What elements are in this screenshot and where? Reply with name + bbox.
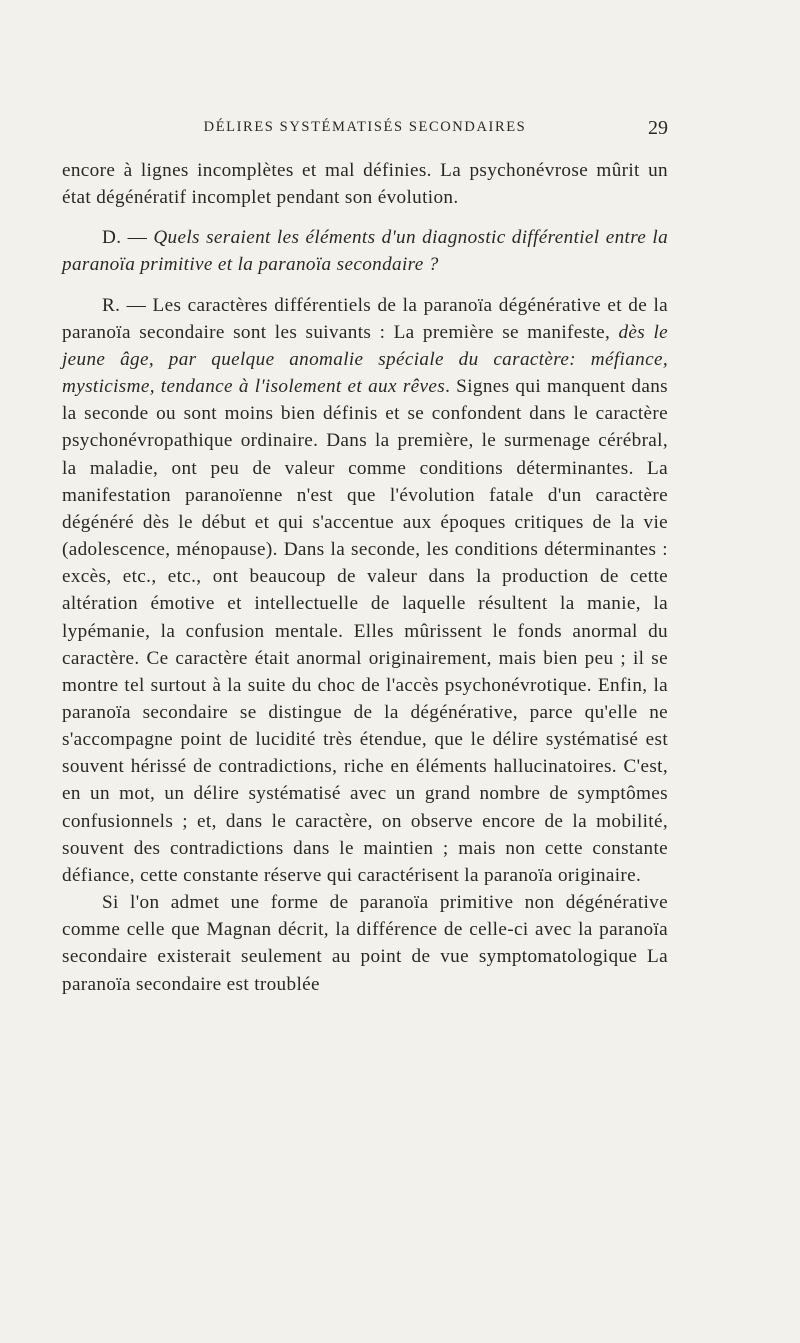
running-head <box>62 117 668 141</box>
page-number: 29 <box>648 117 668 139</box>
running-title: DÉLIRES SYSTÉMATISÉS SECONDAIRES <box>203 119 527 135</box>
answer-italic: dès le jeune âge, par quelque anomalie spéciale du caractère: méfiance, mysticisme, tendance à l'isolement et aux rêves <box>62 321 668 398</box>
body-text <box>62 157 668 998</box>
answer-prefix: R. — Les caractères différentiels de la paranoïa dégénérative et de la paranoïa secondaire sont les suivants : La première se manifeste, <box>62 294 668 343</box>
paragraph-continuation: encore à lignes incomplètes et mal définies. La psychonévrose mûrit un état dégénératif incomplet pendant son évolution. <box>62 160 668 209</box>
question-text: Quels seraient les éléments d'un diagnostic différentiel entre la paranoïa primitive et la paranoïa secondaire ? <box>62 227 669 276</box>
answer-rest: . Signes qui manquent dans la seconde ou sont moins bien définis et se confondent dans le caractère psychonévropathique ordinaire. Dans la première, le surmenage cérébral, la maladie, ont peu de valeur comme conditions déterminantes. La manifestation paranoïenne n'est que l'évolution fatale d'un caractère dégénéré dès le début et qui s'accentue aux époques critiques de la vie (adolescence, ménopause). Dans la seconde, les conditions déterminantes : excès, etc., etc., ont beaucoup de valeur dans la production de cette altération émotive et intellectuelle de laquelle résultent la manie, la lypémanie, la confusion mentale. Elles mûrissent le fonds anormal du caractère. Ce caractère était anormal originairement, mais bien peu ; il se montre tel surtout à la suite du choc de l'accès psychonévrotique. Enfin, la paranoïa secondaire se distingue de la dégénérative, parce qu'elle ne s'accompagne point de lucidité très étendue, que le délire systématisé est souvent hérissé de contradictions, riche en éléments hallucinatoires. C'est, en un mot, un délire systématisé avec un grand nombre de symptômes confusionnels ; et, dans le caractère, on observe encore de la mobilité, souvent des contradictions dans le maintien ; mais non cette constante défiance, cette constante réserve qui caractérisent la paranoïa originaire. <box>62 376 668 886</box>
question-prefix: D. — <box>102 227 154 249</box>
paragraph-final: Si l'on admet une forme de paranoïa primitive non dégénérative comme celle que Magnan décrit, la différence de celle-ci avec la paranoïa secondaire existerait seulement au point de vue symptomatologique La paranoïa secondaire est troublée <box>62 892 668 995</box>
answer-paragraph <box>62 292 668 889</box>
question-paragraph <box>62 224 668 278</box>
